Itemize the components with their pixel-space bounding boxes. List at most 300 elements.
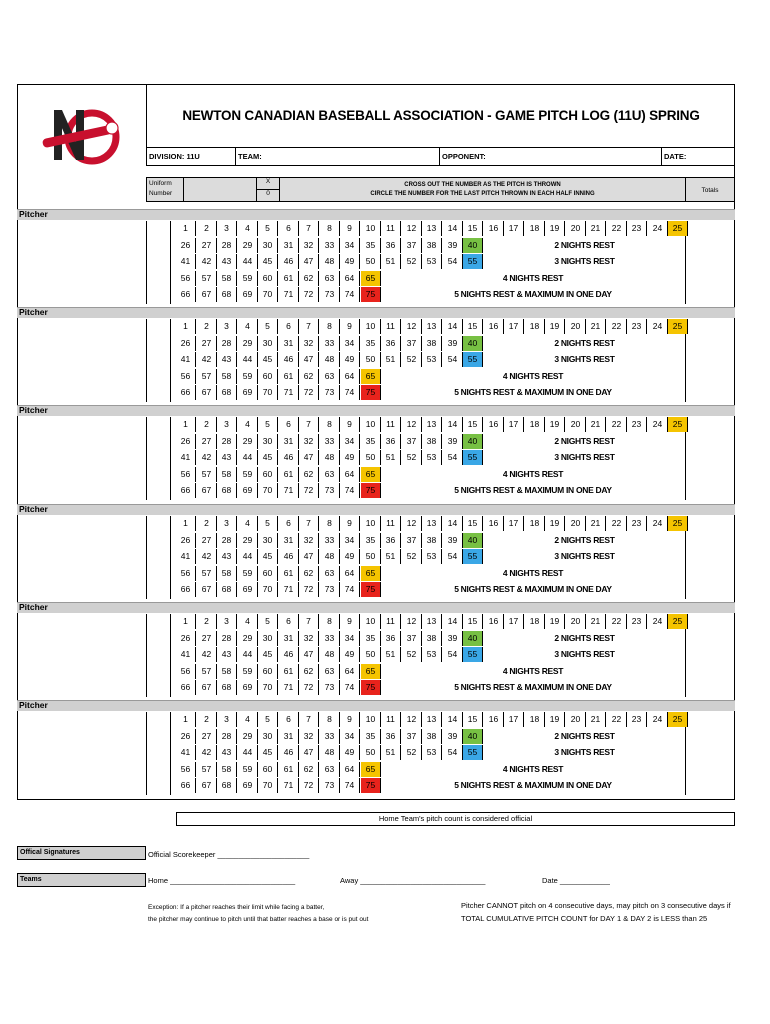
pitch-count-cell[interactable]: 16	[484, 417, 504, 432]
pitch-count-cell[interactable]: 1	[176, 712, 196, 727]
pitch-count-cell[interactable]: 3	[217, 516, 237, 531]
pitch-count-cell[interactable]: 39	[443, 631, 463, 646]
pitch-count-cell[interactable]: 18	[525, 417, 545, 432]
pitch-count-cell[interactable]: 51	[381, 254, 401, 269]
pitch-count-cell[interactable]: 66	[176, 582, 196, 597]
pitch-count-cell[interactable]: 61	[279, 467, 299, 482]
pitch-count-cell[interactable]: 58	[217, 566, 237, 581]
pitch-count-cell[interactable]: 63	[320, 566, 340, 581]
pitch-count-cell[interactable]: 73	[320, 680, 340, 695]
pitch-count-cell[interactable]: 27	[197, 238, 217, 253]
pitch-count-cell[interactable]: 54	[443, 647, 463, 662]
pitch-count-cell[interactable]: 58	[217, 664, 237, 679]
pitch-count-cell[interactable]: 57	[197, 271, 217, 286]
pitch-count-cell[interactable]: 17	[504, 614, 524, 629]
pitch-count-cell[interactable]: 48	[320, 745, 340, 760]
pitch-count-cell[interactable]: 73	[320, 778, 340, 793]
official-scorekeeper-field[interactable]: Official Scorekeeper ______________________	[148, 850, 310, 859]
pitch-count-cell[interactable]: 4	[238, 319, 258, 334]
pitch-count-cell[interactable]: 75	[361, 287, 381, 302]
pitch-count-cell[interactable]: 28	[217, 631, 237, 646]
pitch-count-cell[interactable]: 22	[607, 319, 627, 334]
pitch-count-cell[interactable]: 2	[197, 417, 217, 432]
pitch-count-cell[interactable]: 23	[627, 417, 647, 432]
pitch-count-cell[interactable]: 51	[381, 647, 401, 662]
pitch-count-cell[interactable]: 17	[504, 417, 524, 432]
pitch-count-cell[interactable]: 36	[381, 533, 401, 548]
uniform-number-input[interactable]	[146, 417, 171, 500]
pitch-count-cell[interactable]: 20	[566, 516, 586, 531]
pitch-count-cell[interactable]: 54	[443, 352, 463, 367]
pitch-count-cell[interactable]: 41	[176, 352, 196, 367]
pitch-count-cell[interactable]: 27	[197, 729, 217, 744]
pitch-count-cell[interactable]: 53	[422, 647, 442, 662]
pitch-count-cell[interactable]: 75	[361, 582, 381, 597]
pitch-count-cell[interactable]: 61	[279, 271, 299, 286]
pitch-count-cell[interactable]: 56	[176, 566, 196, 581]
pitch-count-cell[interactable]: 51	[381, 352, 401, 367]
pitch-count-cell[interactable]: 39	[443, 238, 463, 253]
pitch-count-cell[interactable]: 68	[217, 483, 237, 498]
pitch-count-cell[interactable]: 50	[361, 549, 381, 564]
pitch-count-cell[interactable]: 31	[279, 238, 299, 253]
pitch-count-cell[interactable]: 21	[586, 319, 606, 334]
pitch-count-cell[interactable]: 49	[340, 254, 360, 269]
pitch-count-cell[interactable]: 40	[463, 238, 483, 253]
opponent-field[interactable]	[439, 148, 661, 166]
pitch-count-cell[interactable]: 60	[258, 467, 278, 482]
pitch-count-cell[interactable]: 27	[197, 631, 217, 646]
pitch-count-cell[interactable]: 15	[463, 516, 483, 531]
pitch-count-cell[interactable]: 9	[340, 221, 360, 236]
pitch-count-cell[interactable]: 35	[361, 631, 381, 646]
pitch-count-cell[interactable]: 34	[340, 238, 360, 253]
pitch-count-cell[interactable]: 23	[627, 712, 647, 727]
pitch-count-cell[interactable]: 35	[361, 238, 381, 253]
pitch-count-cell[interactable]: 59	[238, 566, 258, 581]
pitch-count-cell[interactable]: 72	[299, 287, 319, 302]
pitch-count-cell[interactable]: 47	[299, 549, 319, 564]
pitch-count-cell[interactable]: 16	[484, 221, 504, 236]
pitch-count-cell[interactable]: 72	[299, 385, 319, 400]
pitch-count-cell[interactable]: 30	[258, 631, 278, 646]
pitch-count-cell[interactable]: 16	[484, 319, 504, 334]
pitch-count-cell[interactable]: 52	[402, 647, 422, 662]
pitch-count-cell[interactable]: 49	[340, 647, 360, 662]
pitch-count-cell[interactable]: 64	[340, 664, 360, 679]
pitch-count-cell[interactable]: 42	[197, 254, 217, 269]
pitch-count-cell[interactable]: 34	[340, 631, 360, 646]
pitch-count-cell[interactable]: 19	[545, 221, 565, 236]
pitch-count-cell[interactable]: 21	[586, 614, 606, 629]
pitch-count-cell[interactable]: 60	[258, 664, 278, 679]
pitch-count-cell[interactable]: 69	[238, 778, 258, 793]
pitch-count-cell[interactable]: 55	[463, 450, 483, 465]
pitch-count-cell[interactable]: 23	[627, 614, 647, 629]
uniform-number-input[interactable]	[146, 712, 171, 795]
pitch-count-cell[interactable]: 24	[648, 319, 668, 334]
pitch-count-cell[interactable]: 6	[279, 712, 299, 727]
pitch-count-cell[interactable]: 73	[320, 287, 340, 302]
away-team-field[interactable]: Away ______________________________	[340, 876, 486, 885]
pitch-count-cell[interactable]: 10	[361, 516, 381, 531]
pitch-count-cell[interactable]: 19	[545, 614, 565, 629]
pitch-count-cell[interactable]: 26	[176, 434, 196, 449]
pitch-count-cell[interactable]: 74	[340, 778, 360, 793]
pitch-count-cell[interactable]: 29	[238, 336, 258, 351]
pitch-count-cell[interactable]: 24	[648, 614, 668, 629]
pitch-count-cell[interactable]: 55	[463, 254, 483, 269]
pitch-count-cell[interactable]: 58	[217, 467, 237, 482]
pitch-count-cell[interactable]: 28	[217, 533, 237, 548]
pitch-count-cell[interactable]: 1	[176, 319, 196, 334]
pitch-count-cell[interactable]: 16	[484, 516, 504, 531]
pitch-count-cell[interactable]: 31	[279, 533, 299, 548]
pitch-count-cell[interactable]: 64	[340, 271, 360, 286]
team-field[interactable]	[235, 148, 439, 166]
pitch-count-cell[interactable]: 57	[197, 762, 217, 777]
pitch-count-cell[interactable]: 53	[422, 254, 442, 269]
pitch-count-cell[interactable]: 37	[402, 434, 422, 449]
pitch-count-cell[interactable]: 50	[361, 647, 381, 662]
pitch-count-cell[interactable]: 39	[443, 533, 463, 548]
pitch-count-cell[interactable]: 44	[238, 352, 258, 367]
pitch-count-cell[interactable]: 18	[525, 614, 545, 629]
pitch-count-cell[interactable]: 3	[217, 614, 237, 629]
pitch-count-cell[interactable]: 18	[525, 319, 545, 334]
pitch-count-cell[interactable]: 51	[381, 745, 401, 760]
pitch-count-cell[interactable]: 7	[299, 712, 319, 727]
pitch-count-cell[interactable]: 42	[197, 549, 217, 564]
pitch-count-cell[interactable]: 21	[586, 417, 606, 432]
pitch-count-cell[interactable]: 15	[463, 712, 483, 727]
pitch-count-cell[interactable]: 69	[238, 287, 258, 302]
pitch-count-cell[interactable]: 20	[566, 417, 586, 432]
pitch-count-cell[interactable]: 47	[299, 352, 319, 367]
pitch-count-cell[interactable]: 24	[648, 221, 668, 236]
pitch-count-cell[interactable]: 45	[258, 745, 278, 760]
pitch-count-cell[interactable]: 55	[463, 549, 483, 564]
pitch-count-cell[interactable]: 56	[176, 762, 196, 777]
pitch-count-cell[interactable]: 24	[648, 417, 668, 432]
pitch-count-cell[interactable]: 60	[258, 271, 278, 286]
pitch-count-cell[interactable]: 31	[279, 336, 299, 351]
pitch-count-cell[interactable]: 8	[320, 221, 340, 236]
pitch-count-cell[interactable]: 19	[545, 417, 565, 432]
pitch-count-cell[interactable]: 67	[197, 680, 217, 695]
pitch-count-cell[interactable]: 62	[299, 664, 319, 679]
pitch-count-cell[interactable]: 65	[361, 762, 381, 777]
pitch-count-cell[interactable]: 29	[238, 533, 258, 548]
pitch-count-cell[interactable]: 48	[320, 254, 340, 269]
pitch-count-cell[interactable]: 41	[176, 647, 196, 662]
pitch-count-cell[interactable]: 13	[422, 614, 442, 629]
pitch-count-cell[interactable]: 38	[422, 434, 442, 449]
pitch-count-cell[interactable]: 1	[176, 417, 196, 432]
pitch-count-cell[interactable]: 61	[279, 664, 299, 679]
pitch-count-cell[interactable]: 44	[238, 254, 258, 269]
pitch-count-cell[interactable]: 41	[176, 745, 196, 760]
pitch-count-cell[interactable]: 66	[176, 778, 196, 793]
pitch-count-cell[interactable]: 13	[422, 516, 442, 531]
pitch-count-cell[interactable]: 25	[668, 221, 688, 236]
pitch-count-cell[interactable]: 2	[197, 221, 217, 236]
pitch-count-cell[interactable]: 43	[217, 450, 237, 465]
pitch-count-cell[interactable]: 65	[361, 369, 381, 384]
pitch-count-cell[interactable]: 11	[381, 516, 401, 531]
pitch-count-cell[interactable]: 49	[340, 450, 360, 465]
pitch-count-cell[interactable]: 14	[443, 417, 463, 432]
pitch-count-cell[interactable]: 4	[238, 516, 258, 531]
pitch-count-cell[interactable]: 74	[340, 483, 360, 498]
pitch-count-cell[interactable]: 12	[402, 516, 422, 531]
pitch-count-cell[interactable]: 35	[361, 729, 381, 744]
pitch-count-cell[interactable]: 18	[525, 221, 545, 236]
pitch-count-cell[interactable]: 63	[320, 664, 340, 679]
pitch-count-cell[interactable]: 40	[463, 533, 483, 548]
pitch-count-cell[interactable]: 59	[238, 762, 258, 777]
pitch-count-cell[interactable]: 17	[504, 221, 524, 236]
pitch-count-cell[interactable]: 68	[217, 582, 237, 597]
pitch-count-cell[interactable]: 60	[258, 566, 278, 581]
pitch-count-cell[interactable]: 46	[279, 745, 299, 760]
pitch-count-cell[interactable]: 37	[402, 729, 422, 744]
pitch-count-cell[interactable]: 34	[340, 336, 360, 351]
totals-input[interactable]	[685, 614, 735, 697]
pitch-count-cell[interactable]: 42	[197, 450, 217, 465]
pitch-count-cell[interactable]: 54	[443, 745, 463, 760]
pitch-count-cell[interactable]: 17	[504, 712, 524, 727]
pitch-count-cell[interactable]: 46	[279, 254, 299, 269]
totals-input[interactable]	[685, 319, 735, 402]
pitch-count-cell[interactable]: 45	[258, 450, 278, 465]
pitch-count-cell[interactable]: 13	[422, 712, 442, 727]
pitch-count-cell[interactable]: 64	[340, 762, 360, 777]
pitch-count-cell[interactable]: 27	[197, 434, 217, 449]
pitch-count-cell[interactable]: 10	[361, 712, 381, 727]
game-date-field[interactable]: Date ____________	[542, 876, 610, 885]
uniform-number-input[interactable]	[146, 516, 171, 599]
pitch-count-cell[interactable]: 55	[463, 647, 483, 662]
pitch-count-cell[interactable]: 34	[340, 434, 360, 449]
pitch-count-cell[interactable]: 70	[258, 385, 278, 400]
pitch-count-cell[interactable]: 30	[258, 533, 278, 548]
pitch-count-cell[interactable]: 25	[668, 417, 688, 432]
pitch-count-cell[interactable]: 66	[176, 287, 196, 302]
pitch-count-cell[interactable]: 61	[279, 762, 299, 777]
pitch-count-cell[interactable]: 50	[361, 352, 381, 367]
pitch-count-cell[interactable]: 8	[320, 712, 340, 727]
pitch-count-cell[interactable]: 18	[525, 516, 545, 531]
pitch-count-cell[interactable]: 33	[320, 434, 340, 449]
pitch-count-cell[interactable]: 63	[320, 467, 340, 482]
pitch-count-cell[interactable]: 47	[299, 450, 319, 465]
pitch-count-cell[interactable]: 41	[176, 254, 196, 269]
pitch-count-cell[interactable]: 54	[443, 450, 463, 465]
pitch-count-cell[interactable]: 74	[340, 287, 360, 302]
pitch-count-cell[interactable]: 54	[443, 549, 463, 564]
pitch-count-cell[interactable]: 49	[340, 352, 360, 367]
pitch-count-cell[interactable]: 50	[361, 450, 381, 465]
pitch-count-cell[interactable]: 4	[238, 712, 258, 727]
pitch-count-cell[interactable]: 44	[238, 450, 258, 465]
pitch-count-cell[interactable]: 1	[176, 614, 196, 629]
pitch-count-cell[interactable]: 3	[217, 221, 237, 236]
pitch-count-cell[interactable]: 5	[258, 221, 278, 236]
pitch-count-cell[interactable]: 14	[443, 614, 463, 629]
pitch-count-cell[interactable]: 63	[320, 369, 340, 384]
pitch-count-cell[interactable]: 12	[402, 712, 422, 727]
pitch-count-cell[interactable]: 35	[361, 434, 381, 449]
pitch-count-cell[interactable]: 17	[504, 516, 524, 531]
pitch-count-cell[interactable]: 62	[299, 566, 319, 581]
pitch-count-cell[interactable]: 36	[381, 336, 401, 351]
pitch-count-cell[interactable]: 9	[340, 417, 360, 432]
pitch-count-cell[interactable]: 21	[586, 712, 606, 727]
pitch-count-cell[interactable]: 41	[176, 549, 196, 564]
pitch-count-cell[interactable]: 19	[545, 712, 565, 727]
pitch-count-cell[interactable]: 33	[320, 238, 340, 253]
pitch-count-cell[interactable]: 66	[176, 680, 196, 695]
pitch-count-cell[interactable]: 10	[361, 614, 381, 629]
pitch-count-cell[interactable]: 41	[176, 450, 196, 465]
pitch-count-cell[interactable]: 2	[197, 614, 217, 629]
pitch-count-cell[interactable]: 38	[422, 238, 442, 253]
pitch-count-cell[interactable]: 6	[279, 417, 299, 432]
pitch-count-cell[interactable]: 43	[217, 647, 237, 662]
pitch-count-cell[interactable]: 73	[320, 483, 340, 498]
pitch-count-cell[interactable]: 39	[443, 434, 463, 449]
pitch-count-cell[interactable]: 20	[566, 319, 586, 334]
pitch-count-cell[interactable]: 62	[299, 762, 319, 777]
pitch-count-cell[interactable]: 42	[197, 647, 217, 662]
pitch-count-cell[interactable]: 18	[525, 712, 545, 727]
pitch-count-cell[interactable]: 65	[361, 566, 381, 581]
pitch-count-cell[interactable]: 27	[197, 533, 217, 548]
pitch-count-cell[interactable]: 47	[299, 647, 319, 662]
pitch-count-cell[interactable]: 45	[258, 352, 278, 367]
pitch-count-cell[interactable]: 36	[381, 729, 401, 744]
pitch-count-cell[interactable]: 42	[197, 352, 217, 367]
pitch-count-cell[interactable]: 68	[217, 385, 237, 400]
pitch-count-cell[interactable]: 32	[299, 238, 319, 253]
pitch-count-cell[interactable]: 36	[381, 434, 401, 449]
pitch-count-cell[interactable]: 30	[258, 729, 278, 744]
pitch-count-cell[interactable]: 53	[422, 549, 442, 564]
pitch-count-cell[interactable]: 30	[258, 238, 278, 253]
pitch-count-cell[interactable]: 39	[443, 336, 463, 351]
pitch-count-cell[interactable]: 63	[320, 271, 340, 286]
pitch-count-cell[interactable]: 48	[320, 647, 340, 662]
pitch-count-cell[interactable]: 61	[279, 566, 299, 581]
pitch-count-cell[interactable]: 4	[238, 614, 258, 629]
pitch-count-cell[interactable]: 12	[402, 417, 422, 432]
pitch-count-cell[interactable]: 43	[217, 254, 237, 269]
pitch-count-cell[interactable]: 16	[484, 614, 504, 629]
pitch-count-cell[interactable]: 74	[340, 385, 360, 400]
pitch-count-cell[interactable]: 15	[463, 417, 483, 432]
pitch-count-cell[interactable]: 5	[258, 614, 278, 629]
pitch-count-cell[interactable]: 71	[279, 483, 299, 498]
pitch-count-cell[interactable]: 46	[279, 647, 299, 662]
pitch-count-cell[interactable]: 4	[238, 417, 258, 432]
pitch-count-cell[interactable]: 75	[361, 778, 381, 793]
pitch-count-cell[interactable]: 57	[197, 467, 217, 482]
pitch-count-cell[interactable]: 60	[258, 762, 278, 777]
pitch-count-cell[interactable]: 11	[381, 417, 401, 432]
pitch-count-cell[interactable]: 33	[320, 533, 340, 548]
pitch-count-cell[interactable]: 52	[402, 352, 422, 367]
pitch-count-cell[interactable]: 39	[443, 729, 463, 744]
pitch-count-cell[interactable]: 62	[299, 467, 319, 482]
pitch-count-cell[interactable]: 8	[320, 319, 340, 334]
pitch-count-cell[interactable]: 51	[381, 450, 401, 465]
pitch-count-cell[interactable]: 67	[197, 385, 217, 400]
pitch-count-cell[interactable]: 52	[402, 549, 422, 564]
pitch-count-cell[interactable]: 7	[299, 614, 319, 629]
pitch-count-cell[interactable]: 3	[217, 712, 237, 727]
pitch-count-cell[interactable]: 12	[402, 319, 422, 334]
pitch-count-cell[interactable]: 13	[422, 221, 442, 236]
pitch-count-cell[interactable]: 53	[422, 450, 442, 465]
pitch-count-cell[interactable]: 6	[279, 319, 299, 334]
pitch-count-cell[interactable]: 22	[607, 614, 627, 629]
pitch-count-cell[interactable]: 31	[279, 434, 299, 449]
pitch-count-cell[interactable]: 3	[217, 417, 237, 432]
pitch-count-cell[interactable]: 72	[299, 778, 319, 793]
pitch-count-cell[interactable]: 14	[443, 221, 463, 236]
pitch-count-cell[interactable]: 25	[668, 516, 688, 531]
pitch-count-cell[interactable]: 56	[176, 467, 196, 482]
pitch-count-cell[interactable]: 9	[340, 712, 360, 727]
pitch-count-cell[interactable]: 6	[279, 221, 299, 236]
pitch-count-cell[interactable]: 71	[279, 680, 299, 695]
pitch-count-cell[interactable]: 33	[320, 336, 340, 351]
pitch-count-cell[interactable]: 10	[361, 221, 381, 236]
pitch-count-cell[interactable]: 37	[402, 533, 422, 548]
pitch-count-cell[interactable]: 4	[238, 221, 258, 236]
pitch-count-cell[interactable]: 45	[258, 254, 278, 269]
pitch-count-cell[interactable]: 56	[176, 271, 196, 286]
pitch-count-cell[interactable]: 52	[402, 450, 422, 465]
pitch-count-cell[interactable]: 24	[648, 712, 668, 727]
pitch-count-cell[interactable]: 55	[463, 745, 483, 760]
pitch-count-cell[interactable]: 21	[586, 516, 606, 531]
pitch-count-cell[interactable]: 25	[668, 712, 688, 727]
pitch-count-cell[interactable]: 23	[627, 516, 647, 531]
pitch-count-cell[interactable]: 72	[299, 680, 319, 695]
pitch-count-cell[interactable]: 1	[176, 516, 196, 531]
pitch-count-cell[interactable]: 43	[217, 745, 237, 760]
pitch-count-cell[interactable]: 20	[566, 221, 586, 236]
pitch-count-cell[interactable]: 69	[238, 582, 258, 597]
pitch-count-cell[interactable]: 5	[258, 516, 278, 531]
pitch-count-cell[interactable]: 31	[279, 729, 299, 744]
pitch-count-cell[interactable]: 59	[238, 369, 258, 384]
pitch-count-cell[interactable]: 7	[299, 516, 319, 531]
pitch-count-cell[interactable]: 33	[320, 729, 340, 744]
pitch-count-cell[interactable]: 64	[340, 467, 360, 482]
pitch-count-cell[interactable]: 28	[217, 238, 237, 253]
pitch-count-cell[interactable]: 25	[668, 319, 688, 334]
pitch-count-cell[interactable]: 36	[381, 631, 401, 646]
pitch-count-cell[interactable]: 40	[463, 631, 483, 646]
pitch-count-cell[interactable]: 59	[238, 664, 258, 679]
pitch-count-cell[interactable]: 29	[238, 729, 258, 744]
pitch-count-cell[interactable]: 75	[361, 680, 381, 695]
pitch-count-cell[interactable]: 58	[217, 762, 237, 777]
pitch-count-cell[interactable]: 14	[443, 712, 463, 727]
